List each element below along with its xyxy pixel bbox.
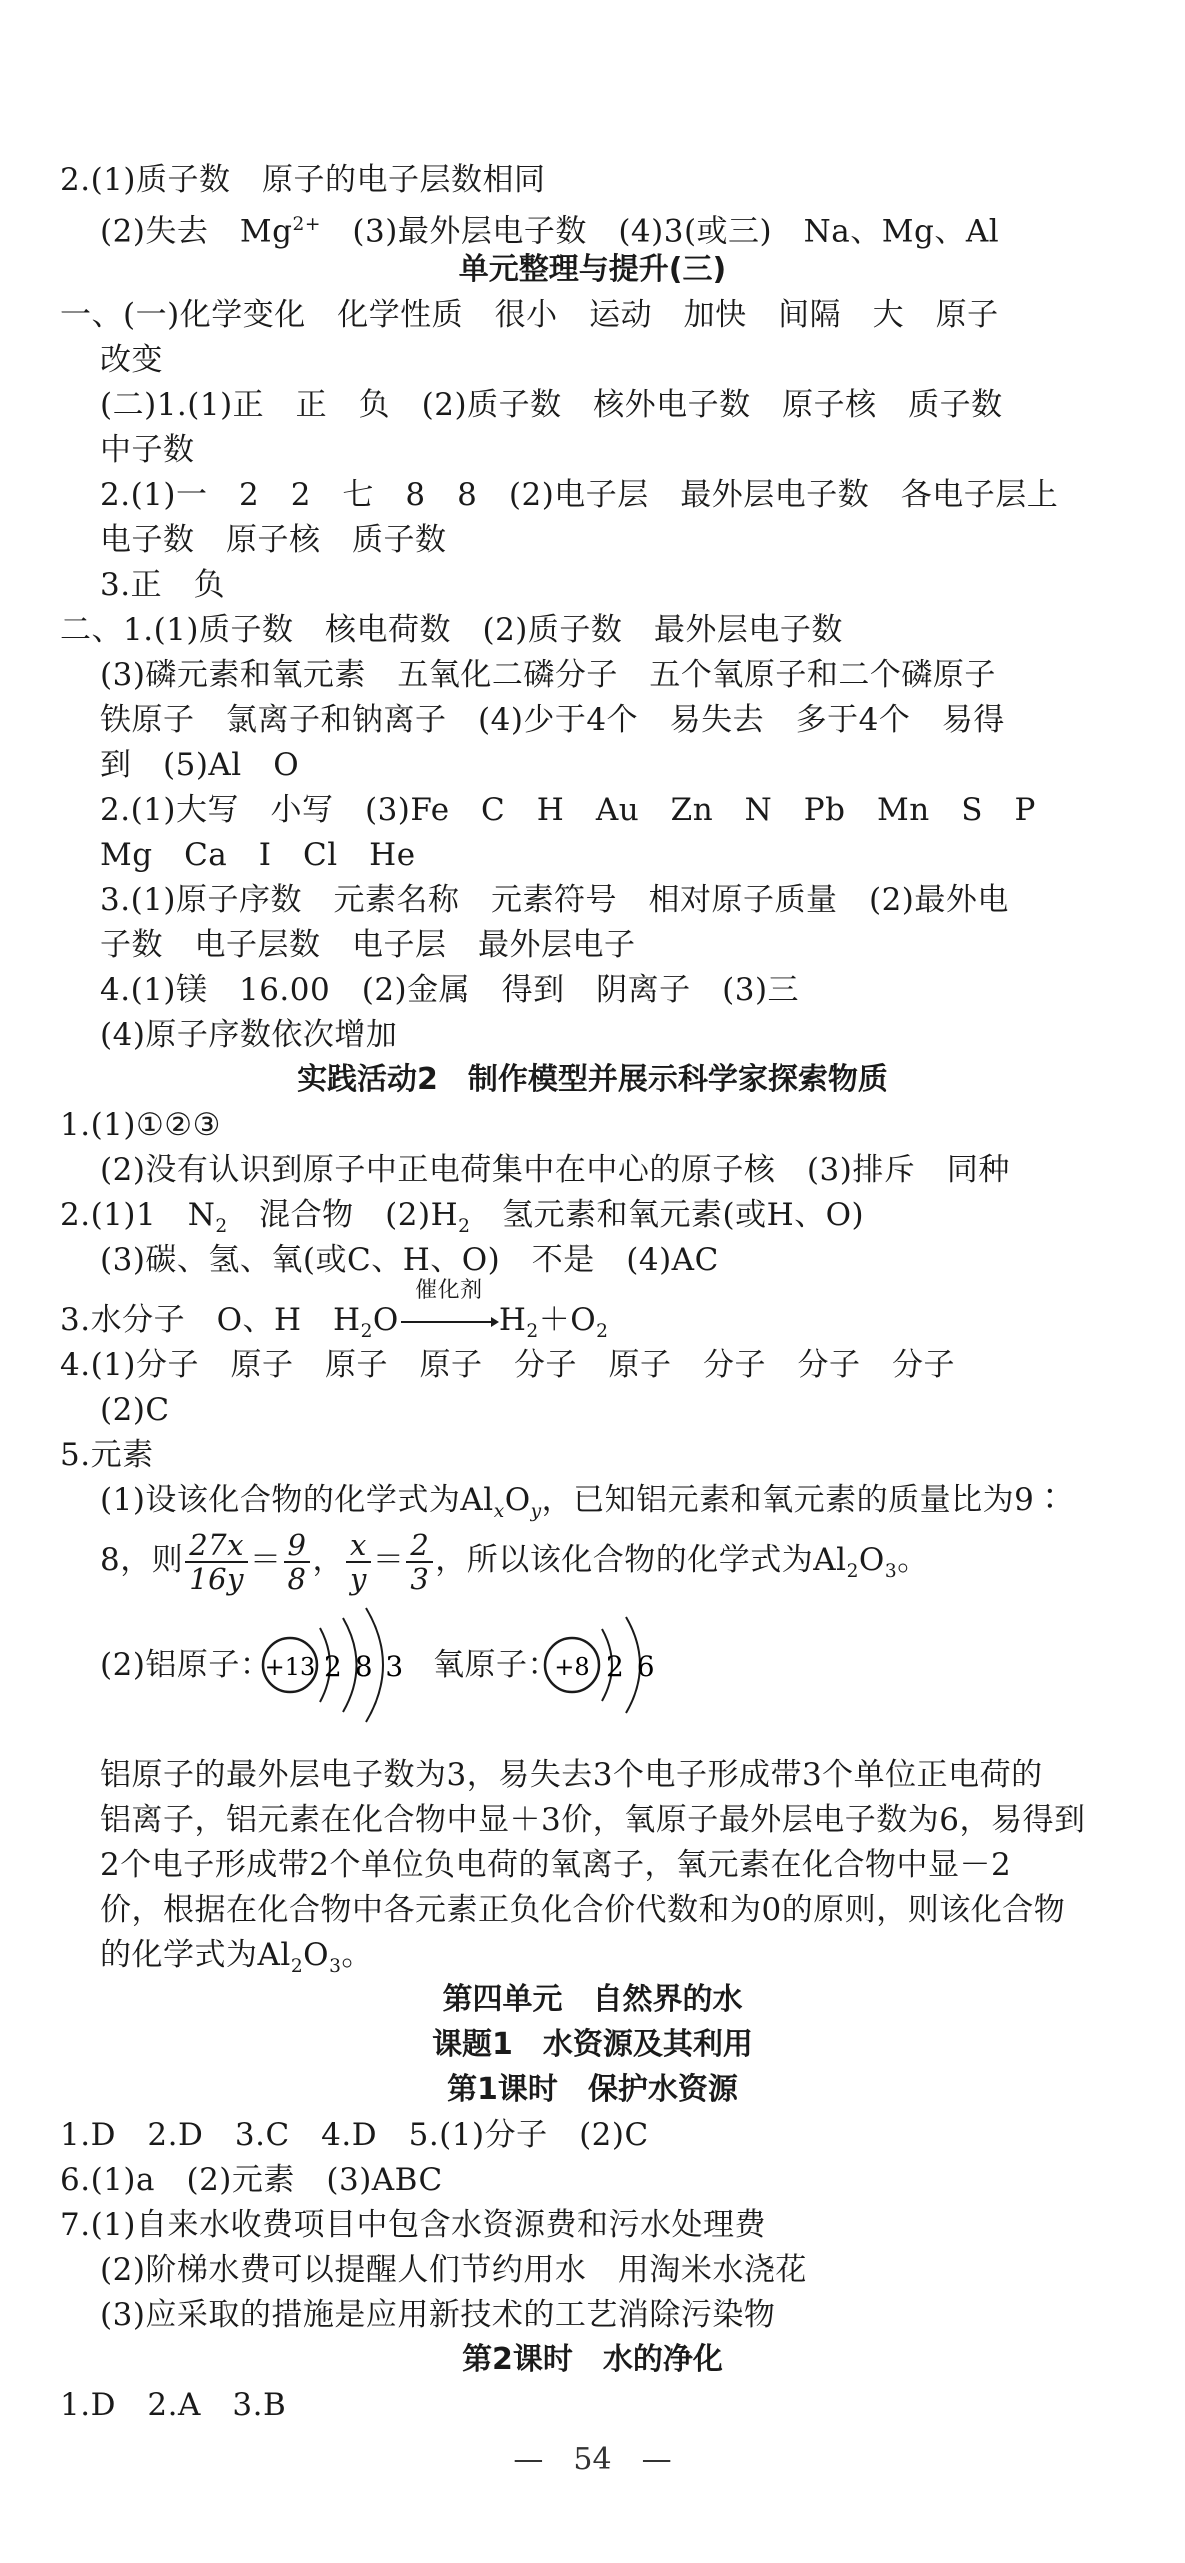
answer-line: Mg Ca I Cl He	[100, 837, 416, 873]
nucleus-charge: +13	[264, 1653, 316, 1681]
answer-line: 2.(1)一 2 2 七 8 8 (2)电子层 最外层电子数 各电子层上	[100, 477, 1059, 513]
period-heading: 第1课时 保护水资源	[447, 2072, 738, 2107]
fraction: $\frac{27x}{16y}$	[185, 1529, 248, 1595]
aluminum-atom-diagram	[258, 1600, 418, 1730]
reaction-arrow	[399, 1277, 499, 1337]
fraction: $\frac{2}{3}$	[406, 1529, 433, 1595]
answer-line: 的化学式为$Al_2O_3$。	[100, 1937, 373, 1978]
answer-line: 改变	[100, 342, 163, 378]
answer-line: 2个电子形成带2个单位负电荷的氧离子，氧元素在化合物中显－2	[100, 1847, 1012, 1883]
answer-line: 1.(1)①②③	[60, 1107, 221, 1143]
answer-line: (2)没有认识到原子中正电荷集中在中心的原子核 (3)排斥 同种	[100, 1152, 1010, 1188]
answer-line: 3.(1)原子序数 元素名称 元素符号 相对原子质量 (2)最外电	[100, 882, 1009, 918]
answer-line: 2.(1)质子数 原子的电子层数相同	[60, 162, 546, 198]
section-heading: 实践活动2 制作模型并展示科学家探索物质	[297, 1062, 888, 1097]
oxygen-atom-diagram	[538, 1605, 668, 1725]
electron-counts: 2 6	[606, 1650, 655, 1683]
answer-line: 一、(一)化学变化 化学性质 很小 运动 加快 间隔 大 原子	[60, 297, 999, 333]
answer-line: 中子数	[100, 432, 195, 468]
answer-line: (2)阶梯水费可以提醒人们节约用水 用淘米水浇花	[100, 2252, 807, 2288]
answer-line: 到 (5)Al O	[100, 747, 300, 783]
answer-line: 4.(1)分子 原子 原子 原子 分子 原子 分子 分子 分子	[60, 1347, 955, 1383]
answer-line: 5.元素	[60, 1437, 154, 1473]
answer-line: 铁原子 氯离子和钠离子 (4)少于4个 易失去 多于4个 易得	[100, 702, 1005, 738]
answer-line: 铝离子，铝元素在化合物中显＋3价，氧原子最外层电子数为6，易得到	[100, 1802, 1086, 1838]
arrow-icon	[399, 1307, 499, 1337]
lesson-heading: 课题1 水资源及其利用	[432, 2027, 753, 2062]
answer-line: 1.D 2.D 3.C 4.D 5.(1)分子 (2)C	[60, 2117, 649, 2153]
fraction: $\frac{x}{y}$	[346, 1529, 371, 1595]
nucleus-charge: +8	[554, 1653, 590, 1681]
answer-line: 价，根据在化合物中各元素正负化合价代数和为0的原则，则该化合物	[100, 1892, 1066, 1928]
answer-line: 电子数 原子核 质子数	[100, 522, 447, 558]
answer-line: 1.D 2.A 3.B	[60, 2387, 287, 2423]
answer-line: (4)原子序数依次增加	[100, 1017, 398, 1053]
reaction-equation: 3.水分子 O、H $H_2O$ 催化剂 $H_2+O_2$	[60, 1277, 609, 1343]
catalyst-label: 催化剂	[415, 1277, 483, 1303]
electron-counts: 2 8 3	[324, 1650, 404, 1683]
answer-line: 6.(1)a (2)元素 (3)ABC	[60, 2162, 443, 2198]
answer-line: 3.正 负	[100, 567, 226, 603]
atom-label-oxygen: 氧原子：	[433, 1647, 559, 1683]
answer-line: 子数 电子层数 电子层 最外层电子	[100, 927, 636, 963]
answer-line: (1)设该化合物的化学式为$Al_xO_y$，已知铝元素和氧元素的质量比为9∶	[100, 1482, 1066, 1523]
period-heading: 第2课时 水的净化	[462, 2342, 723, 2377]
answer-line: (3)碳、氢、氧(或C、H、O) 不是 (4)AC	[100, 1242, 719, 1278]
answer-line: 2.(1)1 $N_2$ 混合物 $(2)H_2$ 氢元素和氧元素(或H、O)	[60, 1197, 865, 1238]
unit-heading: 第四单元 自然界的水	[442, 1982, 743, 2017]
answer-line: 2.(1)大写 小写 (3)Fe C H Au Zn N Pb Mn S P	[100, 792, 1036, 828]
answer-line: (2)失去 $Mg^{2+}$ (3)最外层电子数 (4)3(或三) Na、Mg、Al	[100, 213, 1000, 250]
answer-line: 4.(1)镁 16.00 (2)金属 得到 阴离子 (3)三	[100, 972, 800, 1008]
answer-line: (3)应采取的措施是应用新技术的工艺消除污染物	[100, 2297, 776, 2333]
answer-line: (二)1.(1)正 正 负 (2)质子数 核外电子数 原子核 质子数	[100, 387, 1003, 423]
answer-line: 7.(1)自来水收费项目中包含水资源费和污水处理费	[60, 2207, 766, 2243]
answer-line: 铝原子的最外层电子数为3，易失去3个电子形成带3个单位正电荷的	[100, 1757, 1043, 1793]
fraction-line: 8，则 $\frac{27x}{16y}$ ＝ $\frac{9}{8}$ ， $\frac{x}{y}$ ＝ $\frac{2}{3}$ ，所以该化合物的化学式为$Al_2O_3$。	[100, 1527, 929, 1596]
atom-label-aluminum: (2)铝原子：	[100, 1647, 272, 1683]
section-heading: 单元整理与提升(三)	[458, 252, 727, 287]
answer-line: (2)C	[100, 1392, 170, 1428]
answer-line: 二、1.(1)质子数 核电荷数 (2)质子数 最外层电子数	[60, 612, 843, 648]
fraction: $\frac{9}{8}$	[284, 1529, 311, 1595]
page-number: — 54 —	[513, 2442, 672, 2477]
answer-line: (3)磷元素和氧元素 五氧化二磷分子 五个氧原子和二个磷原子	[100, 657, 996, 693]
